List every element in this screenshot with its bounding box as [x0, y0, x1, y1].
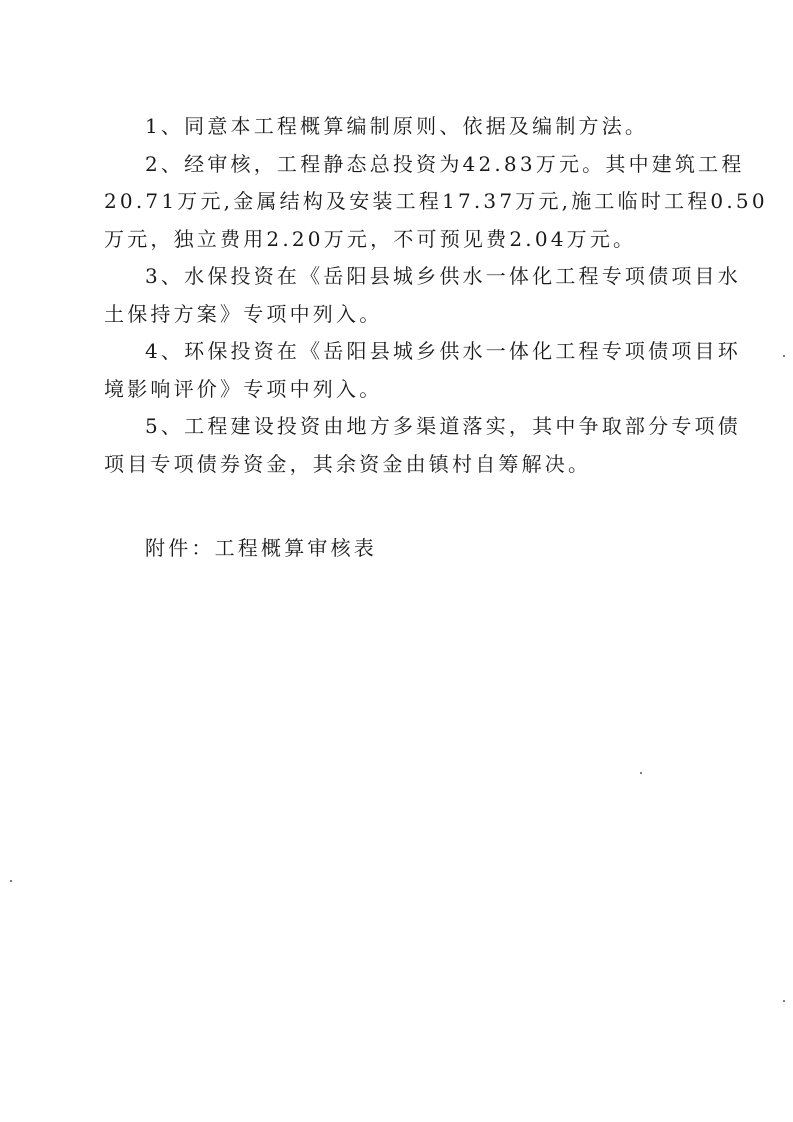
paragraph-line: 万元，独立费用2.20万元，不可预见费2.04万元。: [104, 226, 637, 251]
paragraph-item-3: [104, 258, 741, 333]
paragraph-line: 3、水保投资在《岳阳县城乡供水一体化工程专项债项目水: [145, 264, 741, 288]
paragraph-line: 境影响评价》专项中列入。: [104, 376, 383, 401]
attachment-note: 附件：工程概算审核表: [145, 536, 377, 560]
scan-speck: [10, 880, 12, 882]
scan-speck: [783, 1000, 785, 1002]
paragraph-item-2: [104, 146, 768, 259]
scan-speck: [640, 772, 642, 774]
paragraph-item-4: [104, 333, 741, 408]
paragraph-item-1: [104, 108, 704, 146]
paragraph-line: 4、环保投资在《岳阳县城乡供水一体化工程专项债项目环: [145, 339, 741, 363]
paragraph-item-5: [104, 408, 741, 483]
paragraph-line: 2、经审核，工程静态总投资为42.83万元。其中建筑工程: [145, 151, 745, 176]
paragraph-line: 20.71万元,金属结构及安装工程17.37万元,施工临时工程0.50: [104, 189, 768, 213]
paragraph-line: 1、同意本工程概算编制原则、依据及编制方法。: [145, 114, 649, 138]
paragraph-line: 5、工程建设投资由地方多渠道落实，其中争取部分专项债: [145, 414, 741, 438]
paragraph-line: 土保持方案》专项中列入。: [104, 301, 383, 326]
scan-speck: [783, 355, 785, 357]
document-body: [104, 108, 768, 483]
paragraph-line: 项目专项债券资金，其余资金由镇村自筹解决。: [104, 451, 592, 476]
